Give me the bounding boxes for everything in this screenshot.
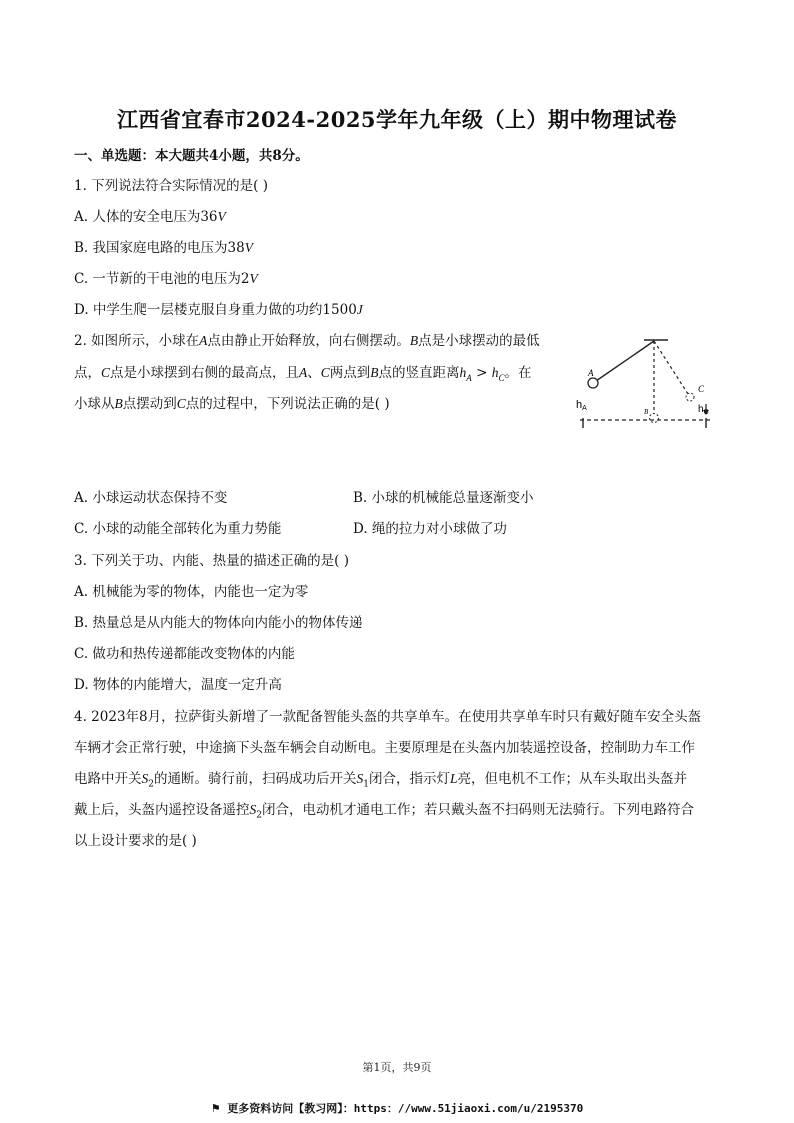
question-2-stem-line3: 小球从B点摆动到C点的过程中，下列说法正确的是( ) bbox=[74, 396, 390, 412]
question-2-stem-line1: 2. 如图所示，小球在A点由静止开始释放，向右侧摆动。B点是小球摆动的最低 bbox=[74, 333, 540, 349]
question-3-option-b: B. 热量总是从内能大的物体向内能小的物体传递 bbox=[74, 615, 363, 631]
page-title: 江西省宜春市2024-2025学年九年级（上）期中物理试卷 bbox=[116, 107, 678, 132]
label-c: C bbox=[698, 384, 705, 394]
question-2-option-c: C. 小球的动能全部转化为重力势能 bbox=[74, 521, 282, 537]
question-1-option-b: B. 我国家庭电路的电压为38V bbox=[74, 240, 253, 256]
promo-banner[interactable] bbox=[0, 1100, 794, 1116]
pendulum-string bbox=[596, 341, 654, 381]
question-3-stem: 3. 下列关于功、内能、热量的描述正确的是( ) bbox=[74, 553, 349, 569]
promo-link-text[interactable]: 更多资料访问【教习网】：https：//www.51jiaoxi.com/u/2195370 bbox=[220, 1102, 584, 1115]
question-1-option-a: A. 人体的安全电压为36V bbox=[74, 209, 226, 225]
page-footer: 第1页，共9页 bbox=[362, 1061, 432, 1074]
question-3-option-c: C. 做功和热传递都能改变物体的内能 bbox=[74, 646, 295, 662]
question-2-option-a: A. 小球运动状态保持不变 bbox=[74, 490, 228, 506]
question-1-option-d: D. 中学生爬一层楼克服自身重力做的功约1500J bbox=[74, 302, 363, 318]
question-2-option-b: B. 小球的机械能总量逐渐变小 bbox=[353, 490, 534, 506]
label-a: A bbox=[588, 368, 594, 378]
question-4-stem-line2: 车辆才会正常行驶，中途摘下头盔车辆会自动断电。主要原理是在头盔内加装遥控设备，控制助力车工作 bbox=[74, 740, 695, 756]
question-2-stem-line2: 点，C点是小球摆到右侧的最高点，且A、C两点到B点的竖直距离$h_A > h_C$。在 bbox=[74, 365, 532, 383]
flag-icon: ⚑ bbox=[210, 1102, 221, 1115]
question-4-stem-line3: 电路中开关$S_2$的通断。骑行前，扫码成功后开关$S_1$闭合，指示灯L亮，但电机不工作；从车头取出头盔并 bbox=[74, 771, 687, 790]
ball-a bbox=[588, 378, 598, 388]
question-1-stem: 1. 下列说法符合实际情况的是( ) bbox=[74, 178, 268, 194]
label-b: B bbox=[644, 408, 649, 416]
ball-b bbox=[650, 414, 659, 423]
pendulum-figure bbox=[568, 332, 718, 430]
label-hc: $h_C$ bbox=[698, 404, 709, 416]
question-3-option-a: A. 机械能为零的物体，内能也一定为零 bbox=[74, 584, 309, 600]
question-4-stem-line1: 4. 2023年8月，拉萨街头新增了一款配备智能头盔的共享单车。在使用共享单车时只有戴好随车安全头盔 bbox=[74, 709, 702, 725]
question-4-stem-line5: 以上设计要求的是( ) bbox=[74, 833, 197, 849]
question-4-stem-line4: 戴上后，头盔内遥控设备遥控$S_2$闭合，电动机才通电工作；若只戴头盔不扫码则无法骑行。下列电路符合 bbox=[74, 802, 694, 821]
label-ha: hA bbox=[576, 399, 587, 412]
ball-c bbox=[686, 393, 694, 401]
question-3-option-d: D. 物体的内能增大，温度一定升高 bbox=[74, 677, 282, 693]
question-1-option-c: C. 一节新的干电池的电压为2V bbox=[74, 271, 258, 287]
question-2-option-d: D. 绳的拉力对小球做了功 bbox=[353, 521, 507, 537]
section-heading: 一、单选题：本大题共4小题，共8分。 bbox=[74, 148, 309, 164]
